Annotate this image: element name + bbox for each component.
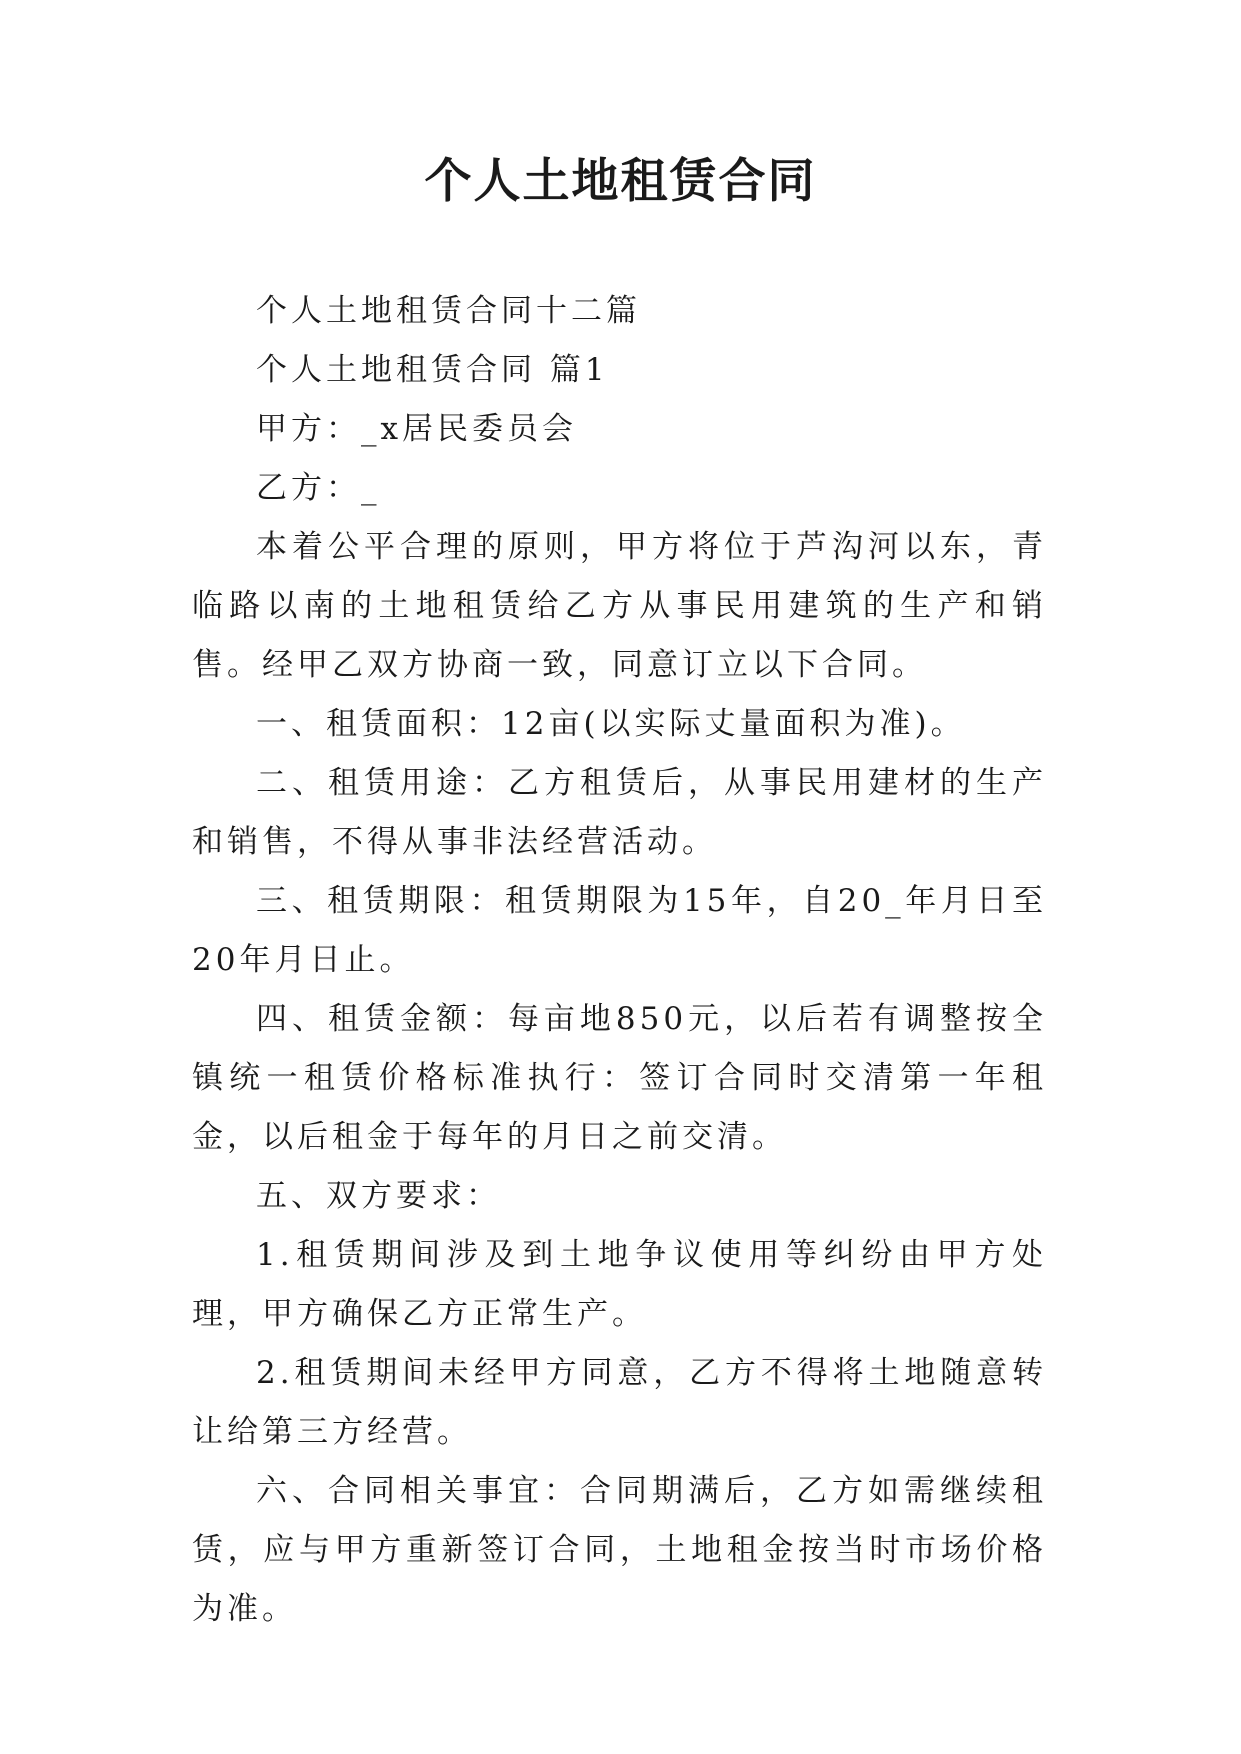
paragraph-subtitle: 个人土地租赁合同十二篇	[256, 293, 641, 329]
paragraph-requirement-2: 2.租赁期间未经甲方同意，乙方不得将土地随意转让给第三方经营。	[192, 1355, 1047, 1450]
paragraph-clause-term: 三、租赁期限：租赁期限为15年，自20_年月日至20年月日止。	[192, 883, 1047, 978]
paragraph-party-b: 乙方：_	[256, 470, 381, 506]
paragraph-clause-requirements: 五、双方要求：	[256, 1178, 501, 1214]
document-body	[192, 282, 1047, 1639]
paragraph-requirement-1: 1.租赁期间涉及到土地争议使用等纠纷由甲方处理，甲方确保乙方正常生产。	[192, 1237, 1047, 1332]
paragraph-clause-usage: 二、租赁用途：乙方租赁后，从事民用建材的生产和销售，不得从事非法经营活动。	[192, 765, 1047, 860]
paragraph-clause-matters: 六、合同相关事宜：合同期满后，乙方如需继续租赁，应与甲方重新签订合同，土地租金按当时市场价格为准。	[192, 1473, 1047, 1627]
paragraph-preamble: 本着公平合理的原则，甲方将位于芦沟河以东，青临路以南的土地租赁给乙方从事民用建筑的生产和销售。经甲乙双方协商一致，同意订立以下合同。	[192, 529, 1047, 683]
paragraph-party-a: 甲方：_x居民委员会	[256, 411, 577, 447]
paragraph-clause-area: 一、租赁面积：12亩(以实际丈量面积为准)。	[256, 706, 966, 742]
paragraph-section-heading: 个人土地租赁合同 篇1	[256, 352, 609, 388]
paragraph-clause-amount: 四、租赁金额：每亩地850元，以后若有调整按全镇统一租赁价格标准执行：签订合同时交清第一年租金，以后租金于每年的月日之前交清。	[192, 1001, 1047, 1155]
document-title: 个人土地租赁合同	[424, 154, 817, 209]
